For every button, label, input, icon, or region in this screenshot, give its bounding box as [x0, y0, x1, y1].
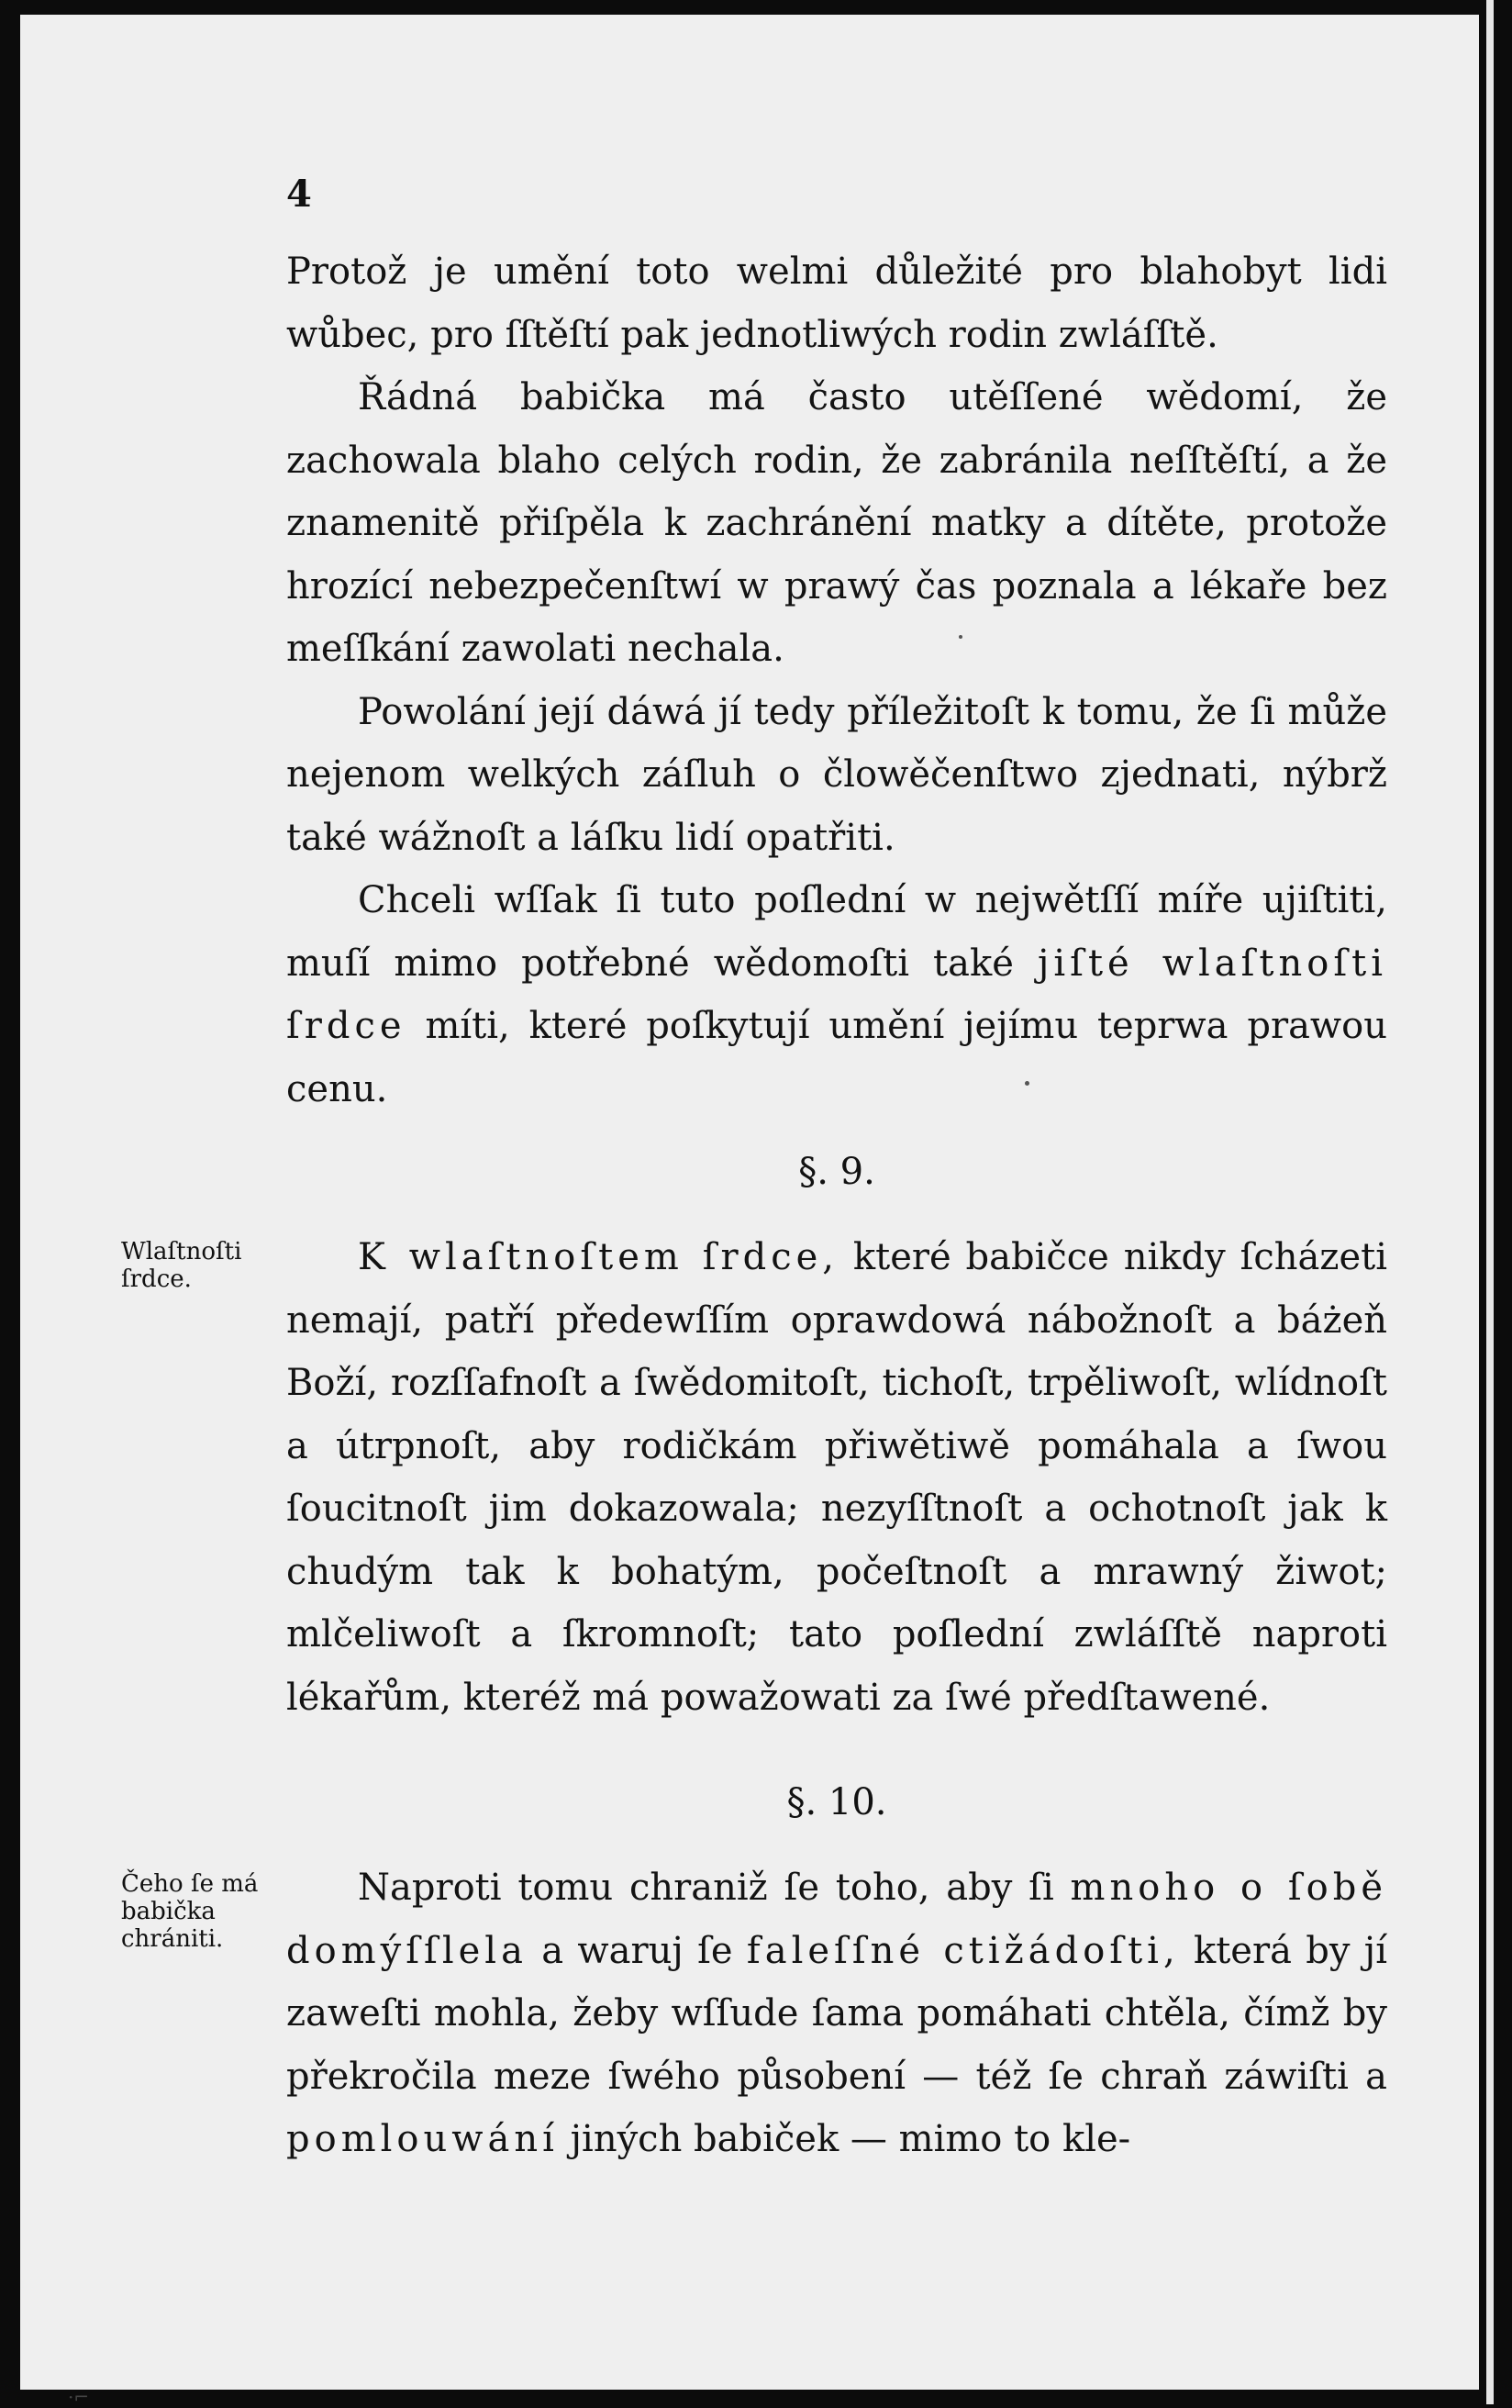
section-10-emphasis: pomlouwání — [286, 2118, 559, 2160]
next-page-edge — [1486, 0, 1494, 2404]
margin-note-line: Wlaſtnoſti — [121, 1238, 242, 1265]
section-9-paragraph — [286, 1226, 1387, 1729]
margin-note-line: babička — [121, 1898, 216, 1925]
paragraph-1: Protož je umění toto welmi důležité pro blahobyt lidi wůbec, pro ſſtěſtí pak jednotliwých rodin zwláſſtě. — [286, 251, 1387, 356]
paragraph-2: Řádná babička má často utěſſené wědomí, že zachowala blaho celých rodin, že zabránila neſſtěſtí, a že znamenitě přiſpěla k zachránění matky a dítěte, protože hrozící nebezpečenſtwí w prawý čas poznala a lékaře bez meſſkání zawolati nechala. — [286, 376, 1387, 670]
book-page — [20, 15, 1479, 2408]
section-9-emphasis: K wlaſtnoſtem ſrdce, — [358, 1236, 839, 1278]
margin-note-line: ſrdce. — [121, 1265, 192, 1293]
margin-note-line: chrániti. — [121, 1925, 224, 1953]
ink-speck — [1025, 1081, 1029, 1086]
intro-text-block — [286, 240, 1387, 1120]
ink-speck — [959, 635, 962, 639]
section-9-body: které babičce nikdy ſcházeti nemají, patří předewſſím oprawdowá nábožnoſt a báżeň Boží, rozſſafnoſt a ſwědomitoſt, tichoſt, trpěliwoſt, wlídnoſt a útrpnoſt, aby rodičkám přiwětiwě pomáhala a ſwou ſoucitnoſt jim dokazowala; nezyſſtnoſt a ochotnoſt jak k chudým tak k bohatým, počeſtnoſt a mrawný žiwot; mlčeliwoſt a ſkromnoſt; tato poſlední zwláſſtě naproti lékařům, kteréž má powažowati za ſwé předſtawené. — [286, 1236, 1387, 1719]
paragraph-4-emphasis: jiſté wlaſtnoſti ſrdce — [286, 942, 1387, 1047]
section-10-paragraph — [286, 1856, 1387, 2171]
section-10-emphasis: faleſſné ctižádoſti, — [746, 1929, 1180, 1972]
paragraph-3: Powolání její dáwá jí tedy příležitoſt k tomu, že ſi může nejenom welkých záſluh o člowěčenſtwo zjednati, nýbrž také wážnoſt a láſku lidí opatřiti. — [286, 690, 1387, 859]
section-9-heading: §. 9. — [798, 1151, 875, 1193]
section-10-margin-note — [121, 1870, 282, 1953]
section-10-text — [286, 1856, 1387, 2171]
section-10-text-c: která by jí zaweſti mohla, žeby wſſude ſama pomáhati chtěla, čímž by překročila meze ſwého působení — též ſe chraň záwiſti a — [286, 1929, 1387, 2098]
section-10-text-a: Naproti tomu chraniž ſe toho, aby ſi — [358, 1867, 1071, 1909]
section-10-text-b: a waruj ſe — [527, 1929, 747, 1972]
paragraph-4-text-a: Chceli wſſak ſi tuto poſlední w nejwětſſí míře ujiſtiti, muſí mimo potřebné wědomoſti také — [286, 879, 1387, 985]
paragraph-4 — [286, 869, 1387, 1120]
paragraph-4-text-b: míti, které poſkytují umění jejímu teprwa prawou cenu. — [286, 1005, 1387, 1110]
margin-note-line: Čeho ſe má — [121, 1870, 259, 1898]
section-10-emphasis: mnoho o ſobě domýſſlela — [286, 1867, 1387, 1972]
section-10-text-d: jiných babiček — mimo to kle- — [558, 2118, 1131, 2160]
section-9-text — [286, 1226, 1387, 1729]
page-number: 4 — [286, 173, 312, 216]
section-10-heading: §. 10. — [786, 1781, 887, 1823]
section-9-margin-note — [121, 1238, 282, 1293]
corner-mark: ·⌐ — [68, 2386, 90, 2408]
